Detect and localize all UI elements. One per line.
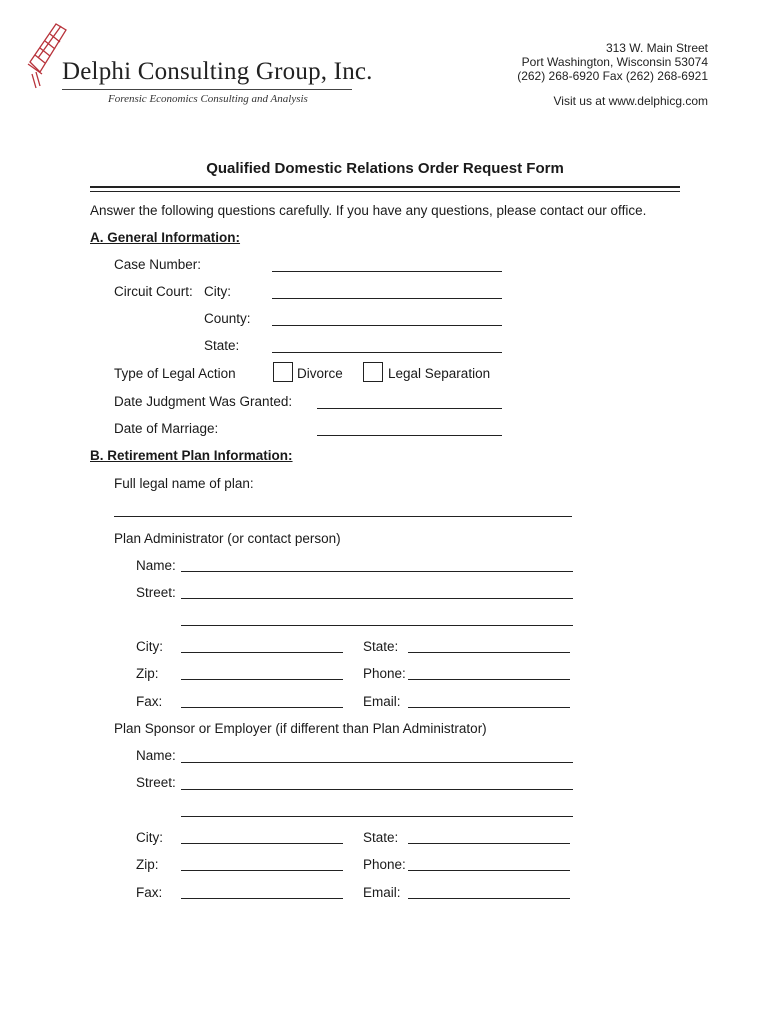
- company-name: Delphi Consulting Group, Inc.: [62, 58, 373, 85]
- website: Visit us at www.delphicg.com: [553, 94, 708, 108]
- sponsor-state-field[interactable]: [408, 843, 570, 844]
- court-county-label: County:: [204, 311, 251, 326]
- address-line-2: Port Washington, Wisconsin 53074: [521, 55, 708, 69]
- admin-phone-field[interactable]: [408, 679, 570, 680]
- divorce-checkbox[interactable]: [273, 362, 293, 382]
- form-title: Qualified Domestic Relations Order Request Form: [206, 160, 564, 177]
- section-b-heading: B. Retirement Plan Information:: [90, 448, 293, 463]
- sponsor-name-label: Name:: [136, 748, 176, 763]
- admin-state-field[interactable]: [408, 652, 570, 653]
- sponsor-street-field-2[interactable]: [181, 816, 573, 817]
- admin-zip-label: Zip:: [136, 666, 159, 681]
- sponsor-state-label: State:: [363, 830, 399, 845]
- admin-name-field[interactable]: [181, 571, 573, 572]
- phone-fax: (262) 268-6920 Fax (262) 268-6921: [517, 69, 708, 83]
- header-rule: [62, 89, 352, 90]
- admin-email-label: Email:: [363, 694, 401, 709]
- title-rule-thin: [90, 191, 680, 192]
- legal-separation-checkbox[interactable]: [363, 362, 383, 382]
- sponsor-phone-label: Phone:: [363, 857, 406, 872]
- court-county-field[interactable]: [272, 325, 502, 326]
- sponsor-zip-field[interactable]: [181, 870, 343, 871]
- case-number-field[interactable]: [272, 271, 502, 272]
- admin-zip-field[interactable]: [181, 679, 343, 680]
- sponsor-phone-field[interactable]: [408, 870, 570, 871]
- sponsor-heading: Plan Sponsor or Employer (if different than Plan Administrator): [114, 721, 487, 736]
- case-number-label: Case Number:: [114, 257, 202, 272]
- circuit-court-label: Circuit Court:: [114, 284, 193, 299]
- legal-action-label: Type of Legal Action: [114, 366, 236, 381]
- court-state-field[interactable]: [272, 352, 502, 353]
- admin-city-label: City:: [136, 639, 163, 654]
- admin-phone-label: Phone:: [363, 666, 406, 681]
- sponsor-city-label: City:: [136, 830, 163, 845]
- form-intro: Answer the following questions carefully. If you have any questions, please contact our office.: [90, 203, 647, 218]
- admin-email-field[interactable]: [408, 707, 570, 708]
- sponsor-email-label: Email:: [363, 885, 401, 900]
- admin-street-field[interactable]: [181, 598, 573, 599]
- sponsor-name-field[interactable]: [181, 762, 573, 763]
- date-judgment-field[interactable]: [317, 408, 502, 409]
- company-tagline: Forensic Economics Consulting and Analysis: [108, 93, 308, 105]
- sponsor-fax-field[interactable]: [181, 898, 343, 899]
- sponsor-city-field[interactable]: [181, 843, 343, 844]
- divorce-label: Divorce: [297, 366, 343, 381]
- date-marriage-label: Date of Marriage:: [114, 421, 219, 436]
- section-a-heading: A. General Information:: [90, 230, 241, 245]
- date-marriage-field[interactable]: [317, 435, 502, 436]
- admin-fax-field[interactable]: [181, 707, 343, 708]
- admin-heading: Plan Administrator (or contact person): [114, 531, 341, 546]
- sponsor-email-field[interactable]: [408, 898, 570, 899]
- admin-city-field[interactable]: [181, 652, 343, 653]
- plan-name-field[interactable]: [114, 516, 572, 517]
- court-state-label: State:: [204, 338, 240, 353]
- court-city-label: City:: [204, 284, 231, 299]
- sponsor-fax-label: Fax:: [136, 885, 163, 900]
- address-line-1: 313 W. Main Street: [605, 41, 708, 55]
- admin-fax-label: Fax:: [136, 694, 163, 709]
- court-city-field[interactable]: [272, 298, 502, 299]
- legal-separation-label: Legal Separation: [388, 366, 491, 381]
- date-judgment-label: Date Judgment Was Granted:: [114, 394, 293, 409]
- title-rule-thick: [90, 186, 680, 188]
- plan-name-label: Full legal name of plan:: [114, 476, 254, 491]
- sponsor-street-label: Street:: [136, 775, 176, 790]
- sponsor-street-field[interactable]: [181, 789, 573, 790]
- sponsor-zip-label: Zip:: [136, 857, 159, 872]
- admin-name-label: Name:: [136, 558, 176, 573]
- admin-street-field-2[interactable]: [181, 625, 573, 626]
- admin-state-label: State:: [363, 639, 399, 654]
- admin-street-label: Street:: [136, 585, 176, 600]
